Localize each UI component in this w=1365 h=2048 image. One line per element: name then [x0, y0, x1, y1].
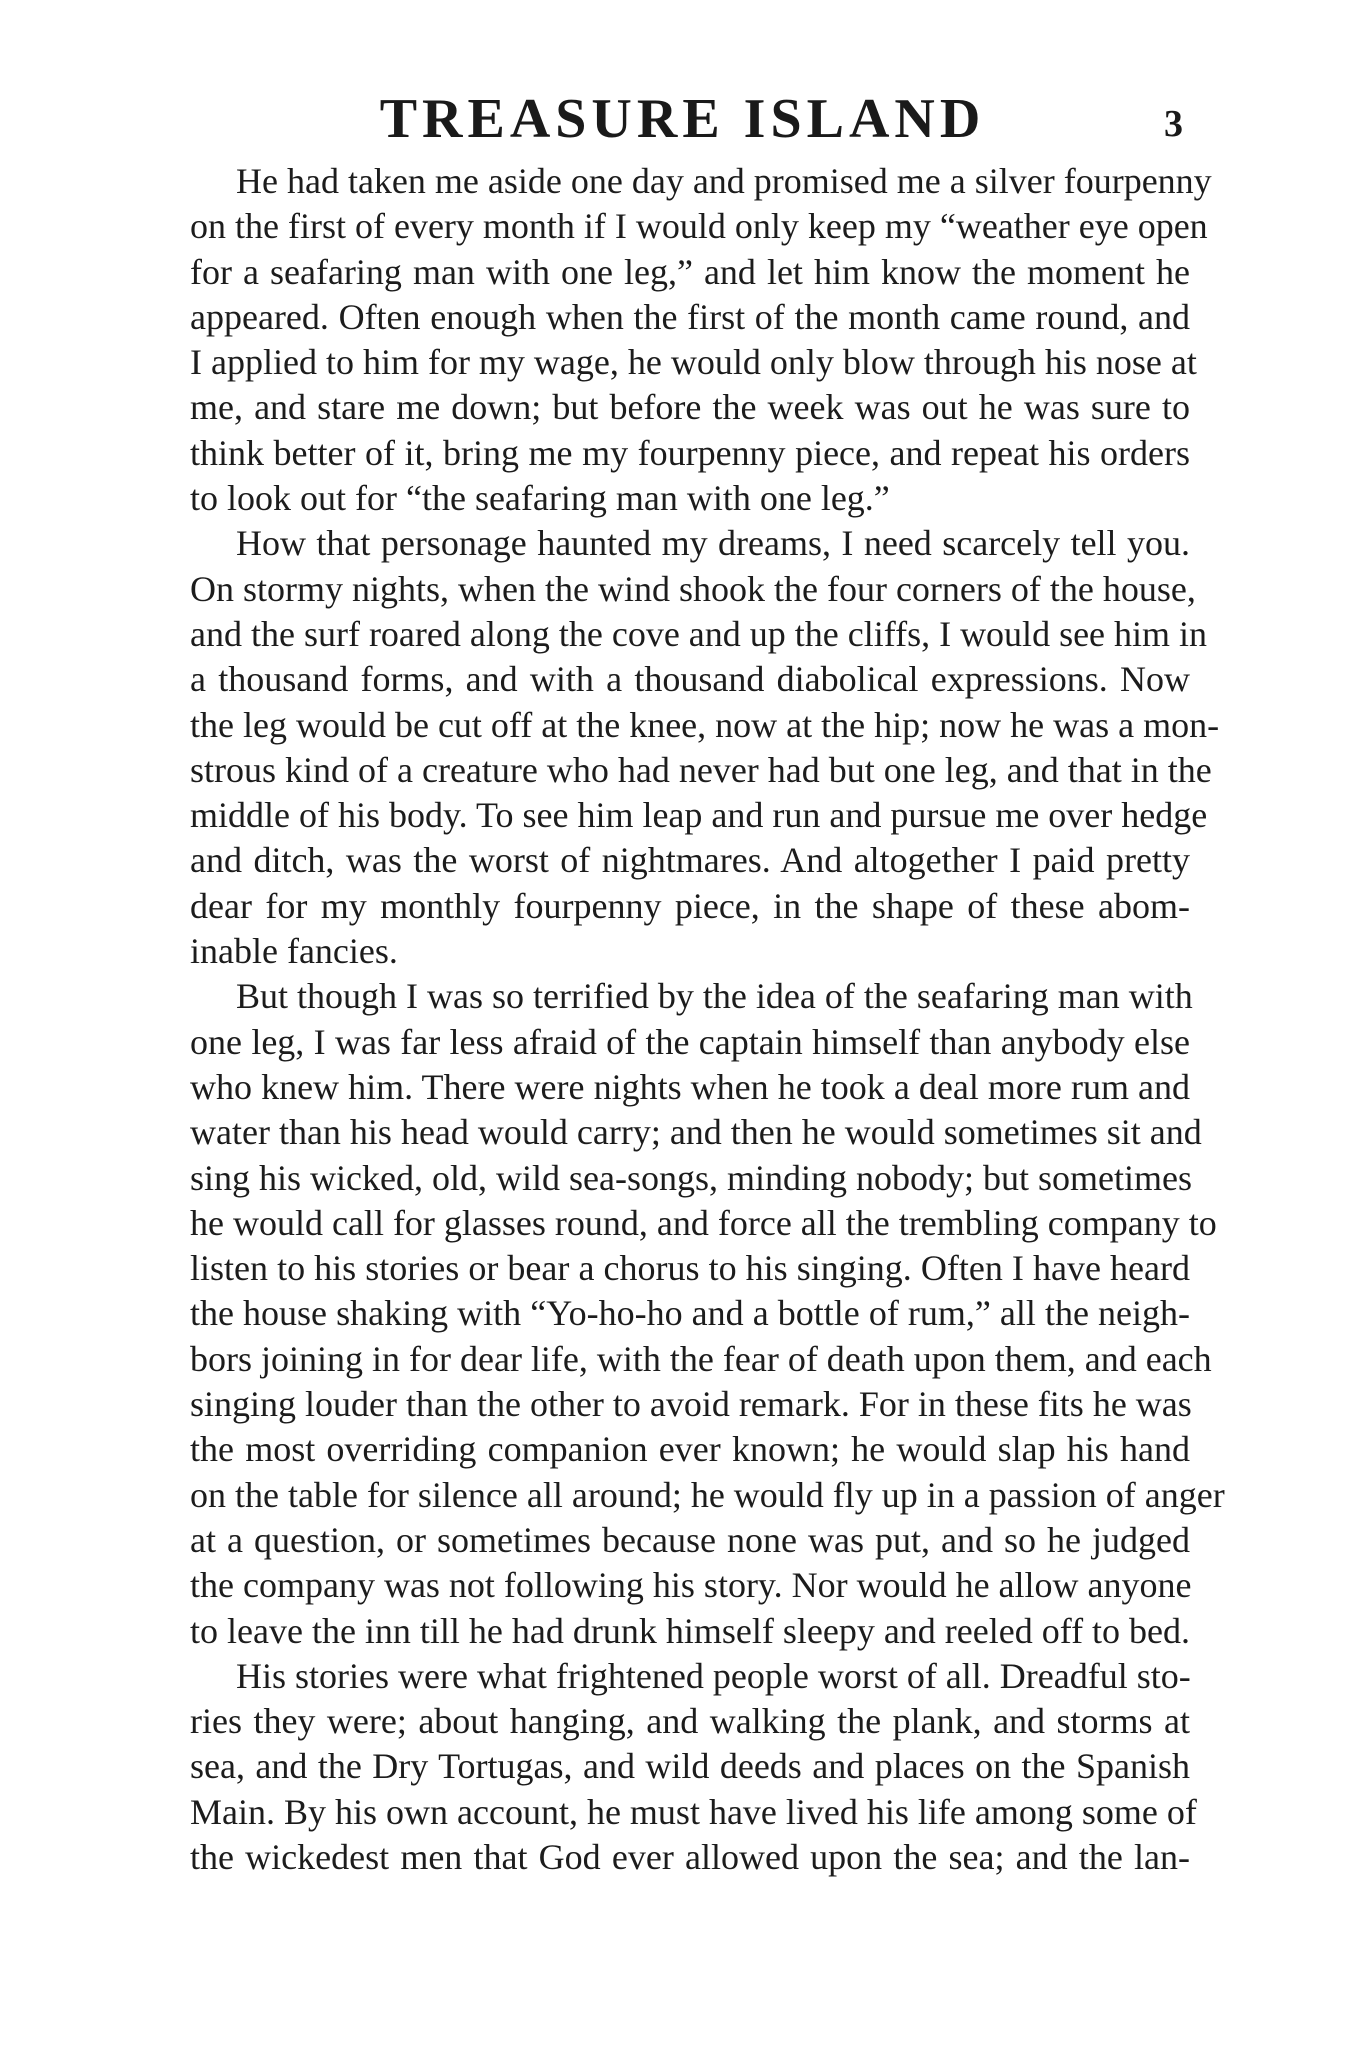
text-line: a thousand forms, and with a thousand diabolical expressions. Now — [190, 659, 1190, 700]
text-line: for a seafaring man with one leg,” and let him know the moment he — [190, 251, 1190, 292]
text-line: dear for my monthly fourpenny piece, in the shape of these abom- — [190, 885, 1190, 926]
text-line: singing louder than the other to avoid remark. For in these fits he was — [190, 1384, 1192, 1425]
text-line: How that personage haunted my dreams, I need scarcely tell you. — [236, 523, 1190, 564]
text-line: one leg, I was far less afraid of the captain himself than anybody else — [190, 1021, 1190, 1062]
text-line: the most overriding companion ever known; he would slap his hand — [190, 1429, 1190, 1470]
paragraph-2 — [190, 521, 1220, 974]
text-line: the house shaking with “Yo-ho-ho and a bottle of rum,” all the neigh- — [190, 1293, 1190, 1334]
text-line: the company was not following his story. Nor would he allow anyone — [190, 1565, 1192, 1606]
text-line: He had taken me aside one day and promised me a silver fourpenny — [236, 161, 1212, 201]
text-line: to leave the inn till he had drunk himself sleepy and reeled off to bed. — [190, 1610, 1191, 1651]
text-line: think better of it, bring me my fourpenny piece, and repeat his orders — [190, 432, 1190, 473]
text-line: His stories were what frightened people worst of all. Dreadful sto- — [236, 1655, 1191, 1696]
text-line: and ditch, was the worst of nightmares. And altogether I paid pretty — [190, 840, 1190, 881]
text-line: the leg would be cut off at the knee, now at the hip; now he was a mon- — [190, 704, 1220, 745]
text-line: at a question, or sometimes because none was put, and so he judged — [190, 1519, 1190, 1560]
text-line: But though I was so terrified by the idea of the seafaring man with — [236, 976, 1193, 1017]
text-line: sing his wicked, old, wild sea-songs, minding nobody; but sometimes — [190, 1157, 1192, 1198]
paragraph-3 — [190, 974, 1225, 1653]
text-line: Main. By his own account, he must have lived his life among some of — [190, 1791, 1197, 1832]
text-line: middle of his body. To see him leap and run and pursue me over hedge — [190, 795, 1208, 836]
text-line: ries they were; about hanging, and walking the plank, and storms at — [190, 1701, 1190, 1742]
text-line: appeared. Often enough when the first of the month came round, and — [190, 296, 1190, 337]
text-line: and the surf roared along the cove and up the cliffs, I would see him in — [190, 613, 1208, 654]
body-text — [190, 159, 1225, 1880]
text-line: on the first of every month if I would only keep my “weather eye open — [190, 206, 1208, 247]
text-line: me, and stare me down; but before the week was out he was sure to — [190, 387, 1190, 428]
text-line: inable fancies. — [190, 931, 398, 972]
page-number: 3 — [1164, 103, 1183, 145]
text-line: who knew him. There were nights when he took a deal more rum and — [190, 1066, 1190, 1107]
text-line: sea, and the Dry Tortugas, and wild deeds and places on the Spanish — [190, 1746, 1190, 1787]
paragraph-1 — [190, 159, 1212, 521]
text-line: On stormy nights, when the wind shook the four corners of the house, — [190, 568, 1196, 609]
running-head — [0, 84, 1365, 154]
text-line: strous kind of a creature who had never had but one leg, and that in the — [190, 749, 1212, 790]
book-title: TREASURE ISLAND — [379, 88, 986, 150]
text-line: the wickedest men that God ever allowed upon the sea; and the lan- — [190, 1836, 1190, 1877]
text-line: to look out for “the seafaring man with one leg.” — [190, 478, 890, 519]
text-line: bors joining in for dear life, with the fear of death upon them, and each — [190, 1338, 1212, 1379]
text-line: on the table for silence all around; he would fly up in a passion of anger — [190, 1474, 1225, 1515]
text-line: he would call for glasses round, and force all the trembling company to — [190, 1202, 1217, 1243]
text-line: listen to his stories or bear a chorus to his singing. Often I have heard — [190, 1248, 1190, 1289]
paragraph-4 — [190, 1654, 1197, 1880]
text-line: water than his head would carry; and then he would sometimes sit and — [190, 1112, 1202, 1153]
text-line: I applied to him for my wage, he would only blow through his nose at — [190, 342, 1197, 383]
